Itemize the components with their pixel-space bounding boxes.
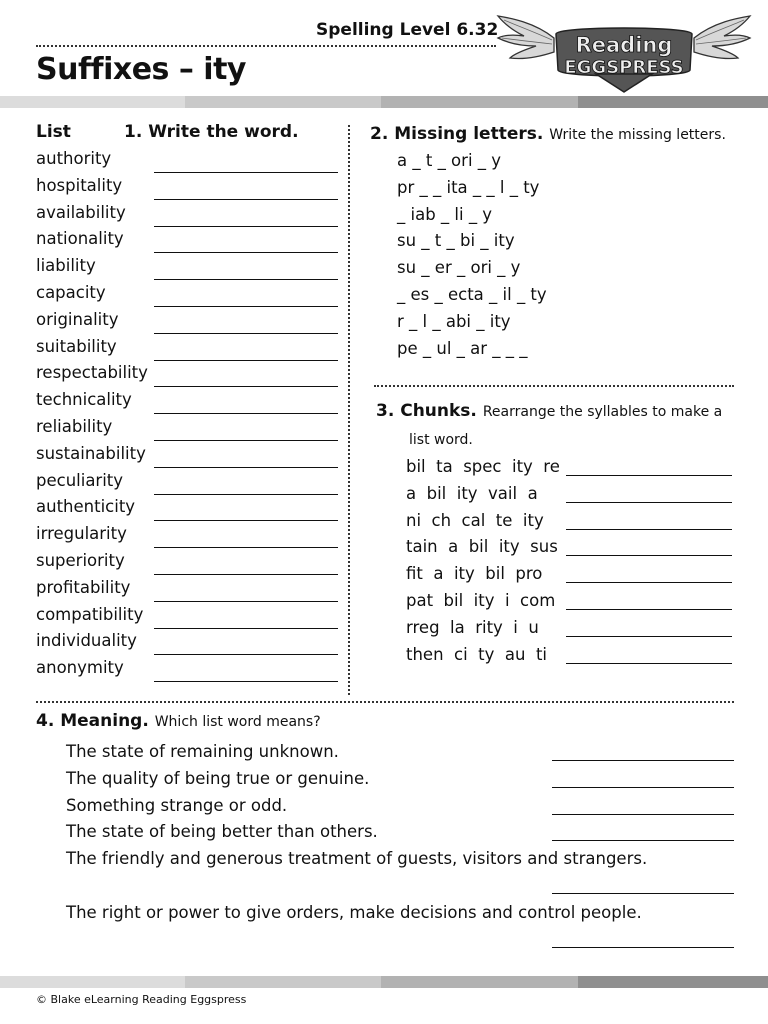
word-row — [36, 550, 338, 577]
list-word: suitability — [36, 336, 117, 356]
word-list — [36, 148, 338, 684]
chunk-syllables: tain a bil ity sus — [406, 537, 558, 557]
word-row — [36, 577, 338, 604]
list-word: nationality — [36, 229, 124, 249]
chunk-syllables: bil ta spec ity re — [406, 457, 560, 476]
section1-title: Write the word. — [148, 122, 299, 142]
missing-letters-item: pr _ _ ita _ _ l _ ty — [397, 177, 540, 197]
list-word: profitability — [36, 577, 131, 597]
chunk-row — [406, 536, 734, 563]
chunk-row — [406, 510, 734, 537]
list-word: compatibility — [36, 604, 144, 624]
header-divider — [36, 45, 496, 47]
list-word: anonymity — [36, 658, 124, 678]
answer-line[interactable] — [566, 663, 732, 664]
list-word: superiority — [36, 550, 125, 570]
chunks-list — [406, 456, 734, 670]
list-word: reliability — [36, 416, 113, 436]
section2-title: Missing letters. — [394, 124, 544, 144]
missing-letters-item: r _ l _ abi _ ity — [397, 311, 511, 331]
meaning-row — [66, 741, 734, 768]
section3-heading — [376, 401, 722, 421]
chunk-row — [406, 456, 734, 483]
answer-line[interactable] — [154, 306, 338, 307]
footer-copyright: © Blake eLearning Reading Eggspress — [36, 993, 247, 1006]
answer-line[interactable] — [154, 360, 338, 361]
missing-letters-item: _ es _ ecta _ il _ ty — [397, 284, 547, 304]
section4-heading — [36, 711, 321, 731]
missing-letters-item: a _ t _ ori _ y — [397, 151, 502, 170]
answer-line[interactable] — [154, 681, 338, 682]
column-divider — [348, 125, 350, 695]
list-word: sustainability — [36, 443, 146, 463]
logo-text-reading: Reading — [575, 33, 673, 57]
meaning-clue: The quality of being true or genuine. — [66, 768, 370, 788]
answer-line[interactable] — [566, 582, 732, 583]
answer-line[interactable] — [552, 893, 734, 894]
answer-line[interactable] — [552, 840, 734, 841]
meaning-row — [66, 768, 734, 795]
answer-line[interactable] — [552, 814, 734, 815]
chunk-syllables: then ci ty au ti — [406, 644, 548, 664]
missing-letters-item: su _ er _ ori _ y — [397, 258, 521, 278]
meaning-list — [66, 741, 734, 955]
page-title: Suffixes – ity — [36, 52, 246, 87]
answer-line[interactable] — [154, 654, 338, 655]
list-word: authority — [36, 149, 112, 168]
answer-line[interactable] — [566, 529, 732, 530]
answer-line[interactable] — [154, 574, 338, 575]
list-word: authenticity — [36, 497, 136, 517]
word-row — [36, 228, 338, 255]
missing-letters-item: _ iab _ li _ y — [397, 204, 493, 224]
section3-instruction: Rearrange the syllables to make a — [482, 404, 723, 420]
list-word: capacity — [36, 282, 106, 302]
meaning-row — [66, 902, 734, 956]
meaning-clue: The friendly and generous treatment of guests, visitors and strangers. — [66, 849, 648, 869]
list-word: peculiarity — [36, 470, 124, 490]
section3-instruction-continued: list word. — [409, 432, 473, 448]
list-word: irregularity — [36, 524, 127, 544]
section2-instruction: Write the missing letters. — [549, 127, 726, 143]
answer-line[interactable] — [154, 199, 338, 200]
reading-eggspress-logo — [496, 12, 752, 94]
list-word: originality — [36, 309, 119, 329]
answer-line[interactable] — [154, 467, 338, 468]
word-row — [36, 148, 338, 175]
chunk-syllables: pat bil ity i com — [406, 590, 556, 610]
chunk-syllables: fit a ity bil pro — [406, 564, 543, 584]
meaning-row — [66, 821, 734, 848]
list-word: availability — [36, 202, 126, 222]
answer-line[interactable] — [566, 609, 732, 610]
answer-line[interactable] — [566, 475, 732, 476]
chunk-row — [406, 644, 734, 671]
word-row — [36, 630, 338, 657]
answer-line[interactable] — [154, 279, 338, 280]
section1-heading — [124, 122, 299, 142]
word-row — [36, 416, 338, 443]
answer-line[interactable] — [566, 636, 732, 637]
word-row — [36, 443, 338, 470]
answer-line[interactable] — [154, 252, 338, 253]
word-row — [36, 657, 338, 684]
logo-text-eggspress: EGGSPRESS — [564, 57, 684, 78]
answer-line[interactable] — [552, 947, 734, 948]
meaning-clue: The state of remaining unknown. — [66, 742, 339, 761]
chunk-row — [406, 590, 734, 617]
section1-number: 1. — [124, 122, 143, 142]
answer-line[interactable] — [154, 601, 338, 602]
meaning-row — [66, 795, 734, 822]
word-row — [36, 336, 338, 363]
section3-title: Chunks. — [400, 401, 477, 421]
word-row — [36, 362, 338, 389]
answer-line[interactable] — [154, 520, 338, 521]
answer-line[interactable] — [552, 787, 734, 788]
section4-instruction: Which list word means? — [154, 714, 321, 730]
section4-number: 4. — [36, 711, 55, 731]
section-divider-right — [374, 385, 734, 387]
word-row — [36, 309, 338, 336]
meaning-row — [66, 848, 734, 902]
word-row — [36, 604, 338, 631]
answer-line[interactable] — [552, 760, 734, 761]
list-word: hospitality — [36, 175, 123, 195]
missing-letters-list — [397, 151, 547, 365]
footer-band — [0, 976, 768, 988]
chunk-syllables: ni ch cal te ity — [406, 510, 544, 530]
section4-title: Meaning. — [60, 711, 149, 731]
header-band — [0, 96, 768, 108]
answer-line[interactable] — [154, 172, 338, 173]
chunk-syllables: a bil ity vail a — [406, 483, 538, 503]
meaning-clue: Something strange or odd. — [66, 795, 288, 815]
meaning-clue: The state of being better than others. — [66, 822, 378, 842]
list-word: technicality — [36, 390, 132, 410]
chunk-row — [406, 483, 734, 510]
section-divider-full — [36, 701, 734, 703]
answer-line[interactable] — [154, 440, 338, 441]
missing-letters-item: su _ t _ bi _ ity — [397, 231, 515, 251]
list-word: respectability — [36, 363, 148, 383]
word-row — [36, 202, 338, 229]
answer-line[interactable] — [566, 555, 732, 556]
list-word: liability — [36, 256, 96, 276]
word-row — [36, 523, 338, 550]
chunk-row — [406, 563, 734, 590]
answer-line[interactable] — [154, 628, 338, 629]
answer-line[interactable] — [154, 413, 338, 414]
answer-line[interactable] — [154, 333, 338, 334]
word-row — [36, 255, 338, 282]
word-row — [36, 282, 338, 309]
answer-line[interactable] — [154, 386, 338, 387]
word-row — [36, 496, 338, 523]
answer-line[interactable] — [154, 494, 338, 495]
section2-number: 2. — [370, 124, 389, 144]
chunk-syllables: rreg la rity i u — [406, 617, 539, 637]
word-row — [36, 175, 338, 202]
list-label: List — [36, 122, 71, 142]
section2-heading — [370, 124, 726, 144]
chunk-row — [406, 617, 734, 644]
answer-line[interactable] — [154, 226, 338, 227]
word-row — [36, 389, 338, 416]
missing-letters-item: pe _ ul _ ar _ _ _ — [397, 338, 528, 358]
level-label: Spelling Level 6.32 — [316, 20, 499, 40]
list-word: individuality — [36, 631, 137, 651]
answer-line[interactable] — [566, 502, 732, 503]
answer-line[interactable] — [154, 547, 338, 548]
word-row — [36, 470, 338, 497]
section3-number: 3. — [376, 401, 395, 421]
meaning-clue: The right or power to give orders, make decisions and control people. — [66, 902, 642, 922]
